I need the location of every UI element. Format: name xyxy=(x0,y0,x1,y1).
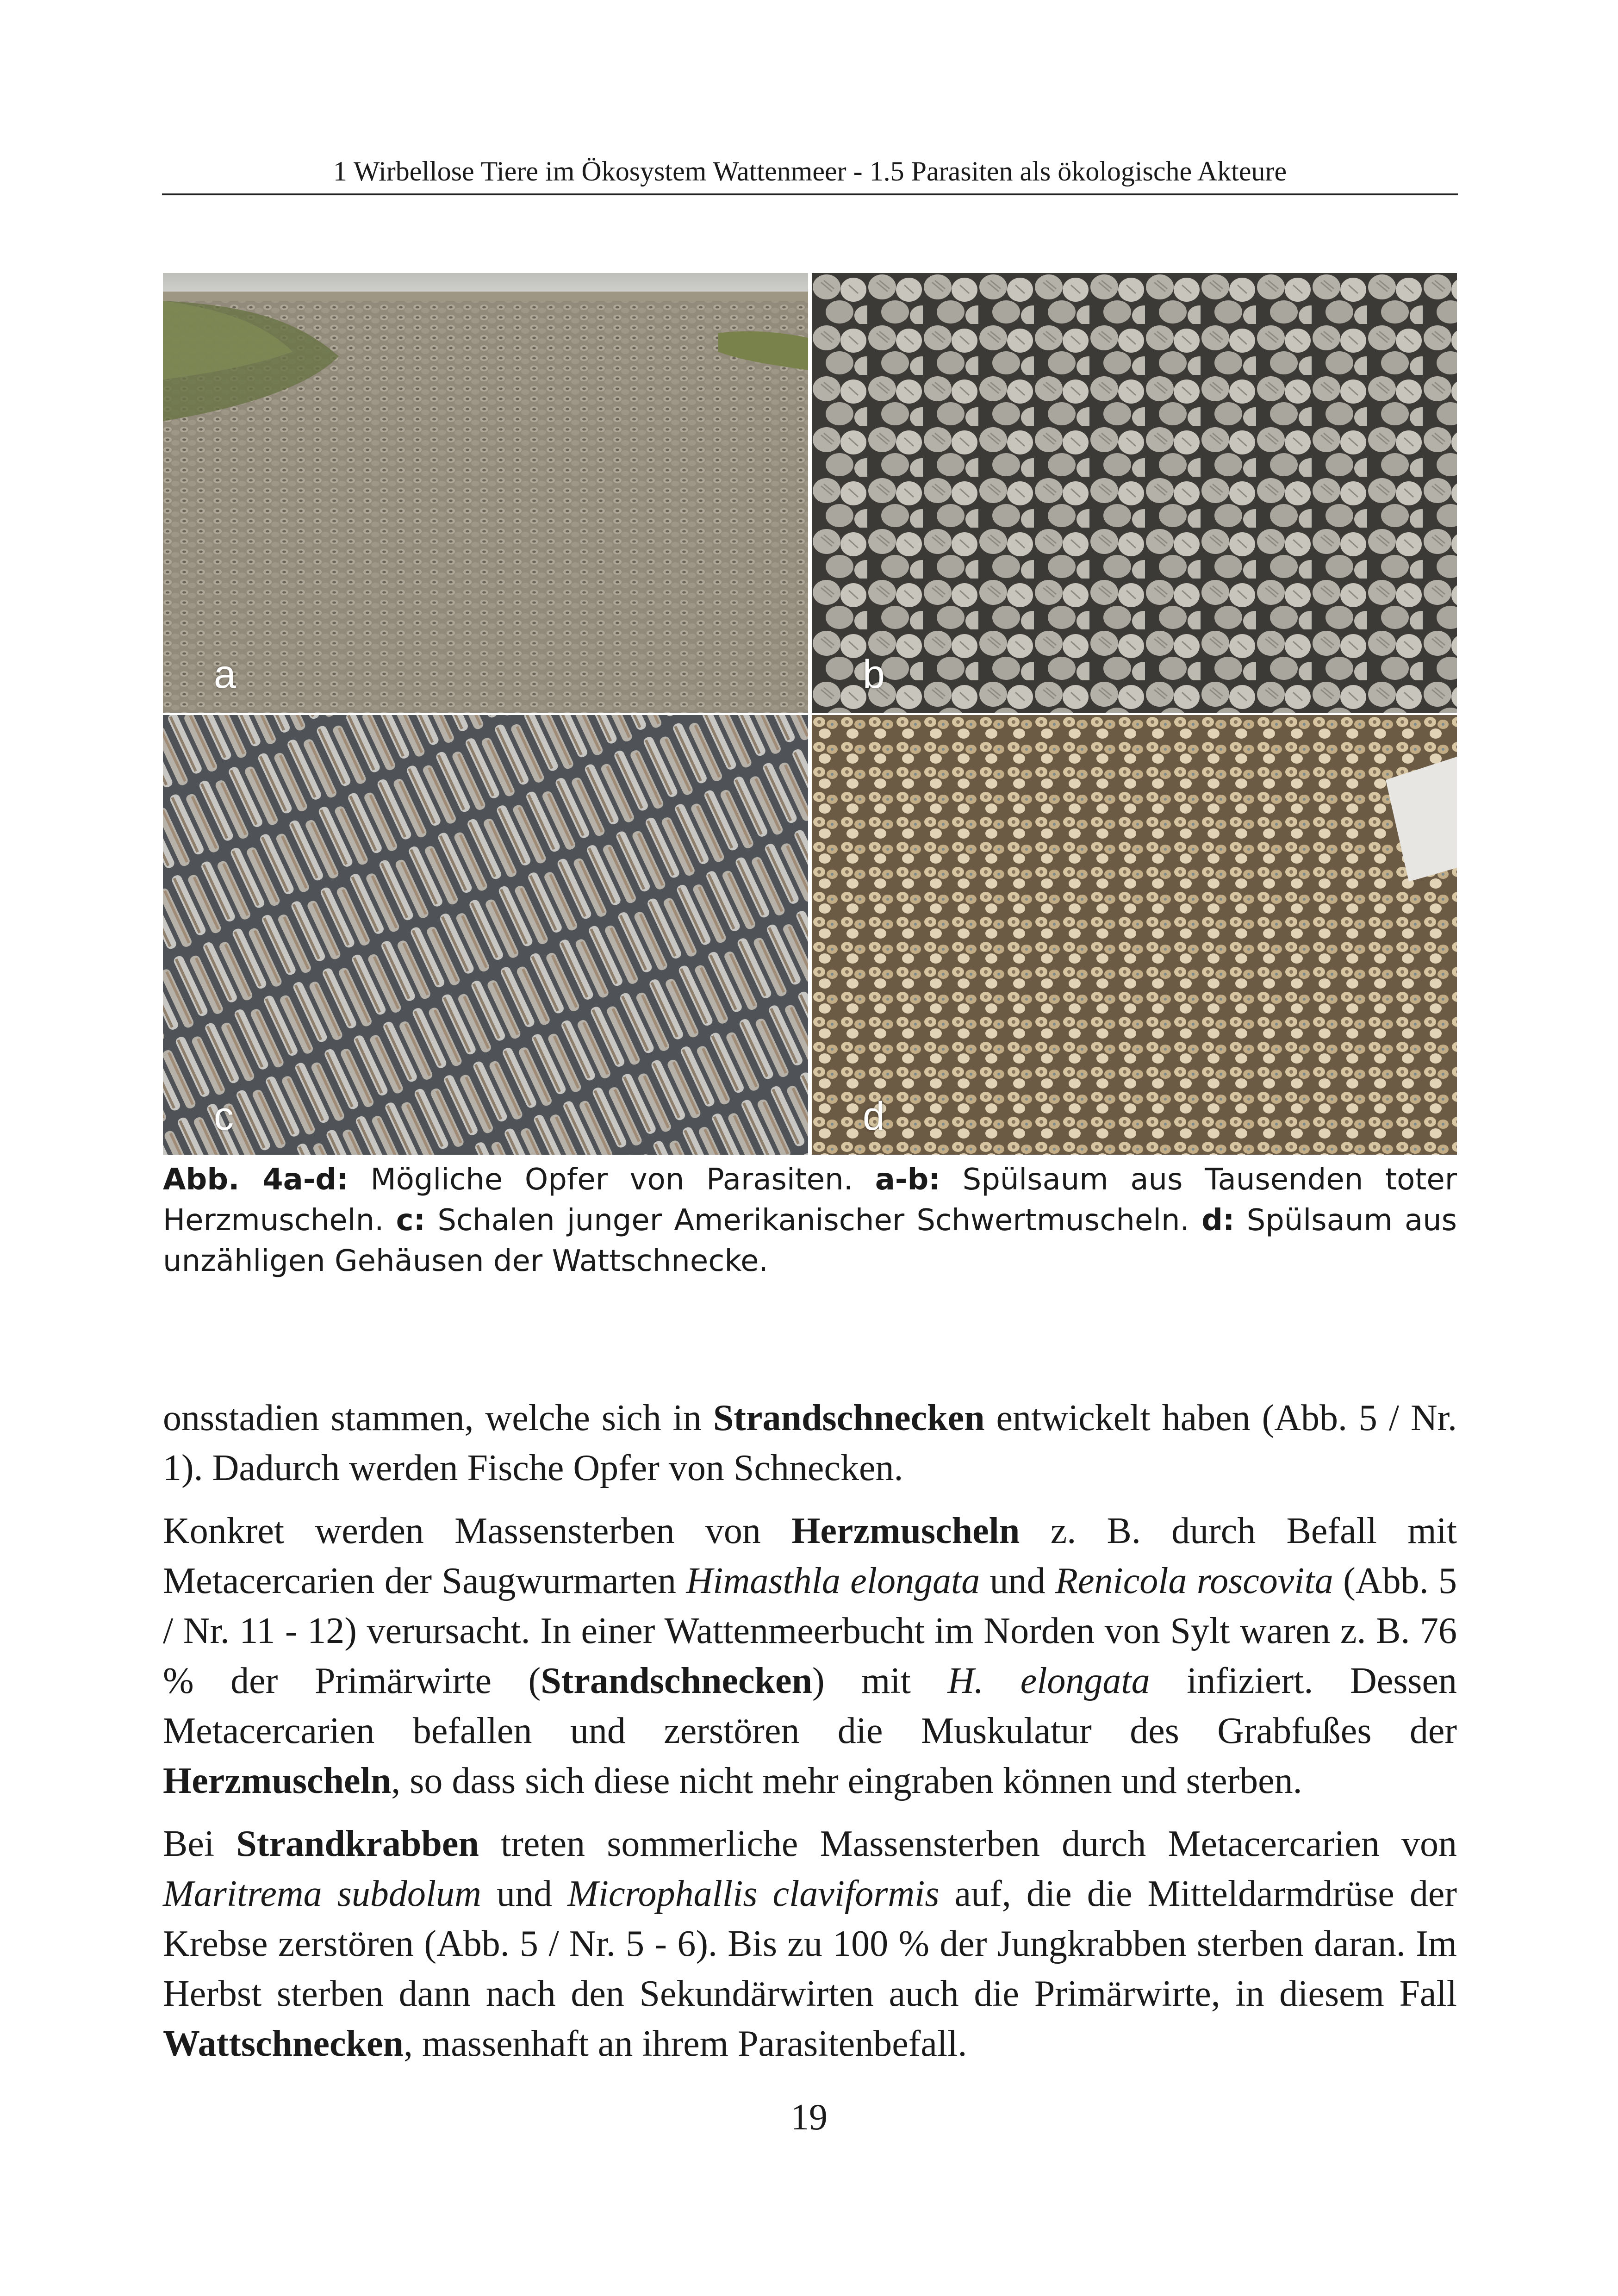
bold-term: Wattschnecken xyxy=(163,2023,404,2064)
species-name: Maritrema subdolum xyxy=(163,1873,481,1914)
species-name: H. elongata xyxy=(947,1661,1150,1701)
bold-term: Strandkrabben xyxy=(236,1823,479,1864)
photo-b-image xyxy=(812,273,1457,713)
text-run: onsstadien stammen, welche sich in xyxy=(163,1398,713,1438)
page-number: 19 xyxy=(790,2097,828,2138)
caption-text: Spülsaum aus unzähligen Gehäusen der Wattschnecke. xyxy=(163,1203,1457,1278)
caption-ref-c: c: xyxy=(396,1203,426,1238)
figure-caption xyxy=(163,1159,1457,1282)
panel-label-a: a xyxy=(214,652,236,697)
paragraph-2 xyxy=(163,1506,1457,1806)
caption-text: Schalen junger Amerikanischer Schwertmuscheln. xyxy=(425,1203,1202,1238)
bold-term: Strandschnecken xyxy=(713,1398,985,1438)
text-run: , massenhaft an ihrem Parasitenbefall. xyxy=(404,2023,967,2064)
text-run: und xyxy=(980,1561,1056,1601)
header-rule xyxy=(162,193,1458,195)
photo-panel-d xyxy=(812,715,1457,1155)
text-run: entwickelt haben (Abb. 5 / Nr. 1). Dadurch werden Fische Opfer von Schnecken. xyxy=(163,1398,1457,1488)
species-name: Himasthla elongata xyxy=(686,1561,980,1601)
text-run: auf, die die Mitteldarmdrüse der Krebse zerstören (Abb. 5 / Nr. 5 - 6). Bis zu 100 % der Jungkrabben sterben daran. Im Herbst sterben dann nach den Sekundärwirten auch die Primärwirte, in diesem Fall xyxy=(163,1873,1457,2014)
photo-panel-b xyxy=(812,273,1457,713)
caption-figure-id: Abb. 4a-d: xyxy=(163,1163,348,1197)
photo-d-image xyxy=(812,715,1457,1155)
bold-term: Herzmuscheln xyxy=(791,1511,1020,1551)
species-name: Microphallis claviformis xyxy=(567,1873,940,1914)
bold-term: Strandschnecken xyxy=(541,1661,812,1701)
paragraph-1 xyxy=(163,1393,1457,1493)
text-run: (Abb. 5 / Nr. 11 - 12) verursacht. In einer Wattenmeerbucht im Norden von Sylt waren z. B. 76 % der Primärwirte ( xyxy=(163,1561,1457,1701)
photo-c-image xyxy=(163,715,808,1155)
panel-label-c: c xyxy=(214,1094,234,1139)
text-run: z. B. durch Befall mit Metacercarien der Saugwurmarten xyxy=(163,1511,1457,1601)
caption-text: Mögliche Opfer von Parasiten. xyxy=(348,1163,875,1197)
text-run: Konkret werden Massensterben von xyxy=(163,1511,792,1551)
panel-label-b: b xyxy=(863,652,885,697)
photo-panel-a xyxy=(163,273,808,713)
photo-a-image xyxy=(163,273,808,713)
panel-label-d: d xyxy=(863,1094,885,1139)
running-header: 1 Wirbellose Tiere im Ökosystem Wattenmeer - 1.5 Parasiten als ökologische Akteure xyxy=(333,156,1287,187)
text-run: , so dass sich diese nicht mehr eingraben können und sterben. xyxy=(391,1761,1302,1801)
caption-text: Spülsaum aus Tausenden toter Herzmuscheln. xyxy=(163,1163,1457,1238)
text-run: und xyxy=(481,1873,568,1914)
text-run: Bei xyxy=(163,1823,236,1864)
species-name: Renicola roscovita xyxy=(1055,1561,1333,1601)
text-run: infiziert. Dessen Metacercarien befallen und zerstören die Muskulatur des Grabfußes der xyxy=(163,1661,1457,1751)
text-run: treten sommerliche Massensterben durch Metacercarien von xyxy=(479,1823,1457,1864)
text-run: ) mit xyxy=(812,1661,948,1701)
bold-term: Herzmuscheln xyxy=(163,1761,392,1801)
paragraph-3 xyxy=(163,1819,1457,2069)
caption-ref-d: d: xyxy=(1201,1203,1235,1238)
body-text xyxy=(163,1393,1457,2082)
photo-panel-c xyxy=(163,715,808,1155)
figure-4 xyxy=(163,273,1457,1155)
caption-ref-ab: a-b: xyxy=(875,1163,940,1197)
